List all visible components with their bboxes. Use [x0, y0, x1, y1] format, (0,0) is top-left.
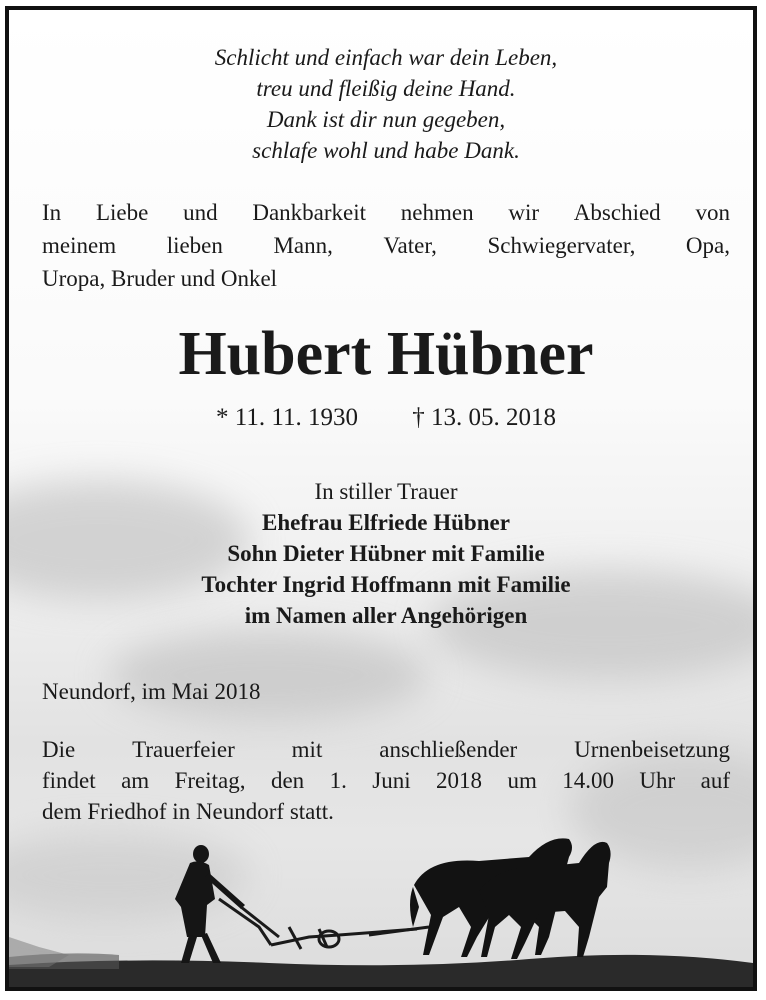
word: den	[270, 768, 305, 793]
word: von	[695, 200, 730, 225]
word: Vater,	[383, 233, 437, 258]
word: Uhr	[639, 768, 676, 793]
service-info	[42, 734, 730, 827]
poem-line: schlafe wohl und habe Dank.	[252, 138, 520, 163]
word: wir	[508, 200, 540, 225]
word: meinem	[42, 233, 117, 258]
word: Dankbarkeit	[252, 200, 367, 225]
word: Juni	[372, 768, 411, 793]
service-line-3: dem Friedhof in Neundorf statt.	[42, 799, 334, 824]
poem-line: Schlicht und einfach war dein Leben,	[214, 45, 558, 70]
mourners-block	[42, 476, 730, 631]
word: Die	[42, 737, 76, 762]
word: Opa,	[685, 233, 730, 258]
word: findet	[42, 768, 96, 793]
mourner-name: Ehefrau Elfriede Hübner	[262, 510, 510, 535]
intro-line-1	[42, 196, 730, 229]
word: 1.	[329, 768, 347, 793]
word: 14.00	[562, 768, 614, 793]
intro-line-2	[42, 229, 730, 262]
mourner-name: im Namen aller Angehörigen	[244, 603, 528, 628]
mourners-heading: In stiller Trauer	[314, 479, 458, 504]
place-date: Neundorf, im Mai 2018	[42, 679, 261, 704]
word: und	[183, 200, 218, 225]
poem-line: treu und fleißig deine Hand.	[256, 76, 516, 101]
service-line-2	[42, 765, 730, 796]
word: anschließender	[379, 737, 518, 762]
word: auf	[700, 768, 730, 793]
word: Trauerfeier	[132, 737, 235, 762]
word: Freitag,	[174, 768, 246, 793]
mourner-name: Tochter Ingrid Hoffmann mit Familie	[201, 572, 571, 597]
word: nehmen	[400, 200, 474, 225]
poem-line: Dank ist dir nun gegeben,	[266, 107, 506, 132]
mourner-name: Sohn Dieter Hübner mit Familie	[227, 541, 545, 566]
poem	[42, 42, 730, 166]
word: um	[507, 768, 537, 793]
intro-text	[42, 196, 730, 295]
word: 2018	[436, 768, 483, 793]
intro-line-3: Uropa, Bruder und Onkel	[42, 266, 278, 291]
birth-date: * 11. 11. 1930	[216, 404, 358, 431]
word: lieben	[166, 233, 223, 258]
word: Abschied	[573, 200, 661, 225]
word: am	[121, 768, 150, 793]
service-line-1	[42, 734, 730, 765]
life-dates	[42, 402, 730, 434]
word: In	[42, 200, 62, 225]
word: Urnenbeisetzung	[574, 737, 730, 762]
word: Schwiegervater,	[487, 233, 636, 258]
deceased-name: Hubert Hübner	[178, 320, 594, 388]
word: Mann,	[273, 233, 333, 258]
death-date: † 13. 05. 2018	[412, 404, 556, 431]
word: Liebe	[95, 200, 149, 225]
word: mit	[291, 737, 323, 762]
